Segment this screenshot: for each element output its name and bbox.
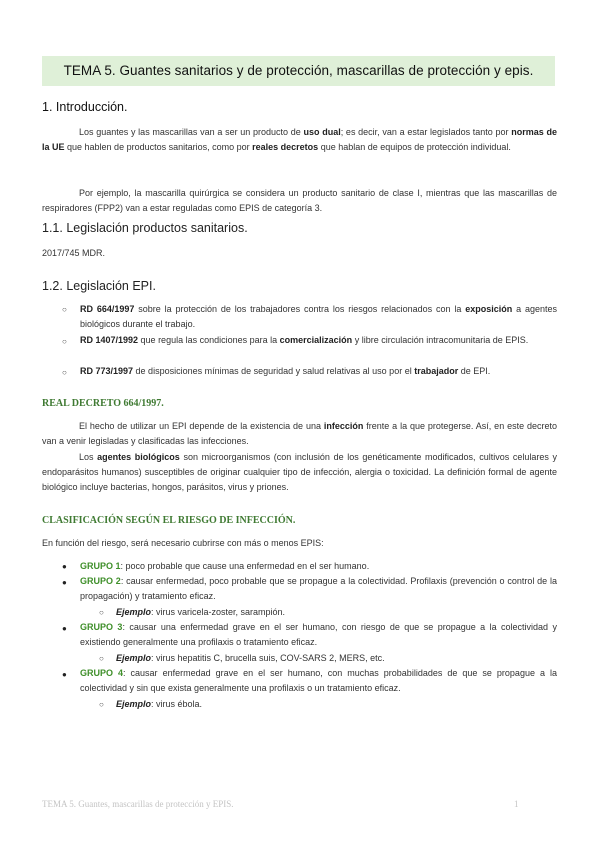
list-item-rd-664: RD 664/1997 sobre la protección de los trabajadores contra los riesgos relacionados con la exposición a agentes biológicos durante el trabajo. — [80, 304, 557, 329]
title-banner — [42, 56, 555, 86]
filled-bullet-icon: ● — [62, 578, 67, 587]
page-number: 1 — [514, 799, 519, 809]
list-item-grupo-1: GRUPO 1: poco probable que cause una enfermedad en el ser humano. — [80, 561, 370, 571]
list-item-grupo-2: GRUPO 2: causar enfermedad, poco probable que se propague a la colectividad. Profilaxis (prevención o control de la propagación) y tratamiento eficaz. — [80, 576, 558, 601]
heading-legislacion-sanitarios: 1.1. Legislación productos sanitarios. — [42, 221, 248, 235]
list-item-grupo-4: GRUPO 4: causar enfermedad grave en el ser humano, con muchas probabilidades de que se propague a la colectividad y sin que exista generalmente una profilaxis o un tratamiento eficaz. — [80, 668, 557, 693]
hollow-bullet-icon: ○ — [62, 305, 67, 314]
list-item-grupo-3: GRUPO 3: causar una enfermedad grave en el ser humano, con riesgo de que se propague a la colectividad y existiendo generalmente una profilaxis o tratamiento eficaz. — [80, 622, 557, 647]
heading-introduccion: 1. Introducción. — [42, 100, 128, 114]
example-grupo-4: Ejemplo: virus ébola. — [116, 699, 203, 709]
hollow-bullet-icon: ○ — [62, 368, 67, 377]
intro-paragraph-2: Por ejemplo, la mascarilla quirúrgica se considera un producto sanitario de clase I, mientras que las mascarillas de respiradores (FPP2) van a estar reguladas como EPIS de categoría 3. — [42, 188, 557, 213]
page-footer: TEMA 5. Guantes, mascarillas de protección y EPIS. — [42, 799, 234, 809]
hollow-bullet-icon: ○ — [99, 608, 104, 617]
heading-legislacion-epi: 1.2. Legislación EPI. — [42, 279, 156, 293]
page-title: TEMA 5. Guantes sanitarios y de protección, mascarillas de protección y epis. — [63, 63, 534, 78]
real-decreto-paragraph-2: Los agentes biológicos son microorganismos (con inclusión de los genéticamente modificados, cultivos celulares y endoparásitos humanos) susceptibles de originar cualquier tipo de infección, alergia o toxicidad. La definición formal de agente biológico incluye bacterias, hongos, parásitos, virus y priones. — [42, 452, 558, 492]
example-grupo-3: Ejemplo: virus hepatitis C, brucella suis, COV-SARS 2, MERS, etc. — [116, 653, 385, 663]
list-item-rd-1407: RD 1407/1992 que regula las condiciones para la comercialización y libre circulación intracomunitaria de EPIS. — [80, 335, 529, 345]
hollow-bullet-icon: ○ — [99, 700, 104, 709]
filled-bullet-icon: ● — [62, 562, 67, 571]
clasificacion-intro: En función del riesgo, será necesario cubrirse con más o menos EPIS: — [42, 538, 324, 548]
example-grupo-2: Ejemplo: virus varicela-zoster, sarampión. — [116, 607, 286, 617]
filled-bullet-icon: ● — [62, 670, 67, 679]
list-item-rd-773: RD 773/1997 de disposiciones mínimas de seguridad y salud relativas al uso por el trabajador de EPI. — [80, 366, 491, 376]
real-decreto-paragraph-1: El hecho de utilizar un EPI depende de la existencia de una infección frente a la que protegerse. Así, en este decreto van a venir legisladas y clasificadas las infecciones. — [42, 421, 558, 446]
hollow-bullet-icon: ○ — [99, 654, 104, 663]
regulation-mdr: 2017/745 MDR. — [42, 248, 106, 258]
heading-real-decreto: REAL DECRETO 664/1997. — [42, 398, 164, 409]
intro-paragraph-1: Los guantes y las mascarillas van a ser un producto de uso dual; es decir, van a estar legislados tanto por normas de la UE que hablen de productos sanitarios, como por reales decretos que hablan de equipos de protección individual. — [42, 127, 557, 152]
hollow-bullet-icon: ○ — [62, 337, 67, 346]
filled-bullet-icon: ● — [62, 624, 67, 633]
heading-clasificacion: CLASIFICACIÓN SEGÚN EL RIESGO DE INFECCIÓN. — [42, 515, 296, 526]
